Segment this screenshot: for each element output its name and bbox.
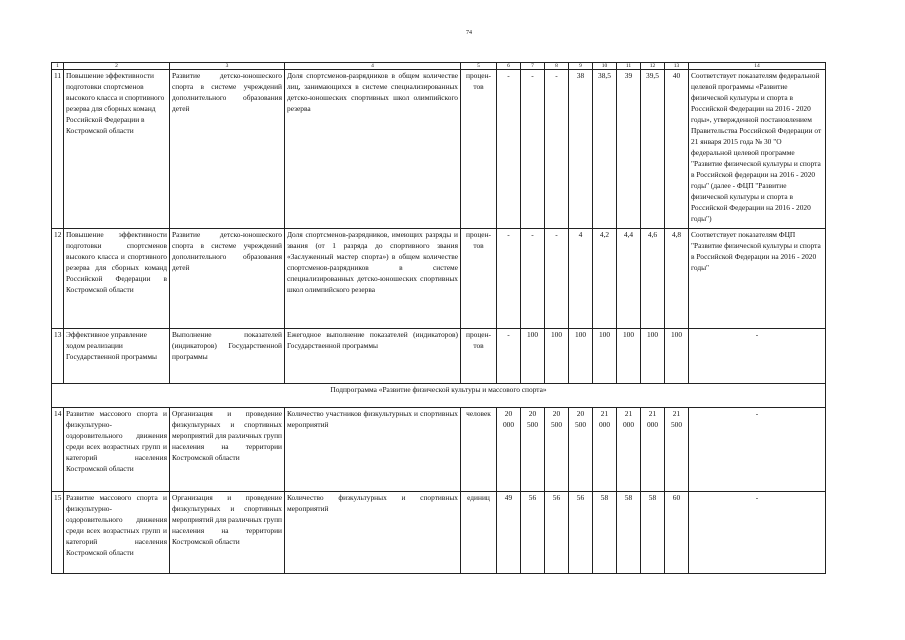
note-cell: -	[689, 492, 826, 574]
value-cell: -	[497, 70, 521, 229]
note-cell: Соответствует показателям ФЦП "Развитие физической культуры и спорта в Российской Федерации на 2016 - 2020 годы"	[689, 229, 826, 329]
indicator-cell: Количество участников физкультурных и спортивных мероприятий	[285, 408, 461, 492]
value-cell: 100	[665, 329, 689, 384]
task-cell: Организация и проведение физкультурных и спортивных мероприятий для различных групп населения на территории Костромской области	[170, 408, 285, 492]
value-cell: 40	[665, 70, 689, 229]
col-number: 11	[617, 63, 641, 70]
column-number-row	[52, 63, 826, 70]
value-cell: 21 500	[665, 408, 689, 492]
value-cell: 39,5	[641, 70, 665, 229]
value-cell: 58	[593, 492, 617, 574]
value-cell: 58	[641, 492, 665, 574]
value-cell: 60	[665, 492, 689, 574]
value-cell: 4,8	[665, 229, 689, 329]
col-number: 13	[665, 63, 689, 70]
col-number: 6	[497, 63, 521, 70]
col-number: 7	[521, 63, 545, 70]
goal-cell: Повышение эффективности подготовки спортсменов высокого класса и спортивного резерва для сборных команд Российской Федерации в Костромской области	[64, 229, 170, 329]
row-number: 14	[52, 408, 64, 492]
indicator-cell: Количество физкультурных и спортивных мероприятий	[285, 492, 461, 574]
value-cell: 4,6	[641, 229, 665, 329]
value-cell: 4,2	[593, 229, 617, 329]
table-row	[52, 492, 826, 574]
value-cell: -	[497, 329, 521, 384]
value-cell: -	[545, 229, 569, 329]
value-cell: 56	[521, 492, 545, 574]
col-number: 3	[170, 63, 285, 70]
goal-cell: Развитие массового спорта и физкультурно-оздоровительного движения среди всех возрастных групп и категорий населения Костромской области	[64, 492, 170, 574]
value-cell: -	[497, 229, 521, 329]
value-cell: 38	[569, 70, 593, 229]
col-number: 9	[569, 63, 593, 70]
note-cell: -	[689, 408, 826, 492]
value-cell: 4,4	[617, 229, 641, 329]
indicator-cell: Ежегодное выполнение показателей (индикаторов) Государственной программы	[285, 329, 461, 384]
note-cell: -	[689, 329, 826, 384]
value-cell: 49	[497, 492, 521, 574]
row-number: 12	[52, 229, 64, 329]
unit-cell: процен-тов	[461, 70, 497, 229]
table-row	[52, 70, 826, 229]
value-cell: 100	[545, 329, 569, 384]
value-cell: 20 000	[497, 408, 521, 492]
table-row	[52, 329, 826, 384]
task-cell: Развитие детско-юношеского спорта в системе учреждений дополнительного образования детей	[170, 70, 285, 229]
task-cell: Организация и проведение физкультурных и спортивных мероприятий для различных групп населения на территории Костромской области	[170, 492, 285, 574]
col-number: 8	[545, 63, 569, 70]
unit-cell: человек	[461, 408, 497, 492]
value-cell: 56	[569, 492, 593, 574]
unit-cell: единиц	[461, 492, 497, 574]
col-number: 10	[593, 63, 617, 70]
row-number: 11	[52, 70, 64, 229]
row-number: 15	[52, 492, 64, 574]
col-number: 5	[461, 63, 497, 70]
value-cell: 20 500	[521, 408, 545, 492]
value-cell: 39	[617, 70, 641, 229]
value-cell: 100	[641, 329, 665, 384]
value-cell: 4	[569, 229, 593, 329]
goal-cell: Развитие массового спорта и физкультурно-оздоровительного движения среди всех возрастных групп и категорий населения Костромской области	[64, 408, 170, 492]
value-cell: 21 000	[641, 408, 665, 492]
task-cell: Выполнение показателей (индикаторов) Государственной программы	[170, 329, 285, 384]
col-number: 14	[689, 63, 826, 70]
value-cell: 21 000	[617, 408, 641, 492]
value-cell: 20 500	[545, 408, 569, 492]
value-cell: -	[521, 70, 545, 229]
value-cell: 21 000	[593, 408, 617, 492]
value-cell: 100	[593, 329, 617, 384]
indicators-table	[51, 62, 826, 574]
value-cell: -	[545, 70, 569, 229]
unit-cell: процен-тов	[461, 329, 497, 384]
task-cell: Развитие детско-юношеского спорта в системе учреждений дополнительного образования детей	[170, 229, 285, 329]
indicator-cell: Доля спортсменов-разрядников, имеющих разряды и звания (от 1 разряда до спортивного звания «Заслуженный мастер спорта») в общем количестве спортсменов-разрядников в системе специализированных детско-юношеских спортивных школ олимпийского резерва	[285, 229, 461, 329]
value-cell: 38,5	[593, 70, 617, 229]
value-cell: 100	[569, 329, 593, 384]
subprogram-title: Подпрограмма «Развитие физической культуры и массового спорта»	[52, 384, 826, 408]
page-number: 74	[466, 30, 472, 36]
unit-cell: процен-тов	[461, 229, 497, 329]
col-number: 1	[52, 63, 64, 70]
goal-cell: Эффективное управление ходом реализации Государственной программы	[64, 329, 170, 384]
value-cell: 56	[545, 492, 569, 574]
note-cell: Соответствует показателям федеральной целевой программы «Развитие физической культуры и спорта в Российской Федерации на 2016 - 2020 годы», утвержденной постановлением Правительства Российской Федерации от 21 января 2015 года № 30 "О федеральной целевой программе "Развитие физической культуры и спорта в Российской федерации на 2016 - 2020 годы" (далее - ФЦП "Развитие физической культуры и спорта в Российской Федерации на 2016 - 2020 годы")	[689, 70, 826, 229]
value-cell: 58	[617, 492, 641, 574]
subprogram-row	[52, 384, 826, 408]
row-number: 13	[52, 329, 64, 384]
table-row	[52, 229, 826, 329]
indicator-cell: Доля спортсменов-разрядников в общем количестве лиц, занимающихся в системе специализированных детско-юношеских спортивных школ олимпийского резерва	[285, 70, 461, 229]
value-cell: 100	[521, 329, 545, 384]
value-cell: 100	[617, 329, 641, 384]
col-number: 12	[641, 63, 665, 70]
col-number: 2	[64, 63, 170, 70]
goal-cell: Повышение эффективности подготовки спортсменов высокого класса и спортивного резерва для сборных команд Российской Федерации в Костромской области	[64, 70, 170, 229]
col-number: 4	[285, 63, 461, 70]
value-cell: 20 500	[569, 408, 593, 492]
table-row	[52, 408, 826, 492]
value-cell: -	[521, 229, 545, 329]
